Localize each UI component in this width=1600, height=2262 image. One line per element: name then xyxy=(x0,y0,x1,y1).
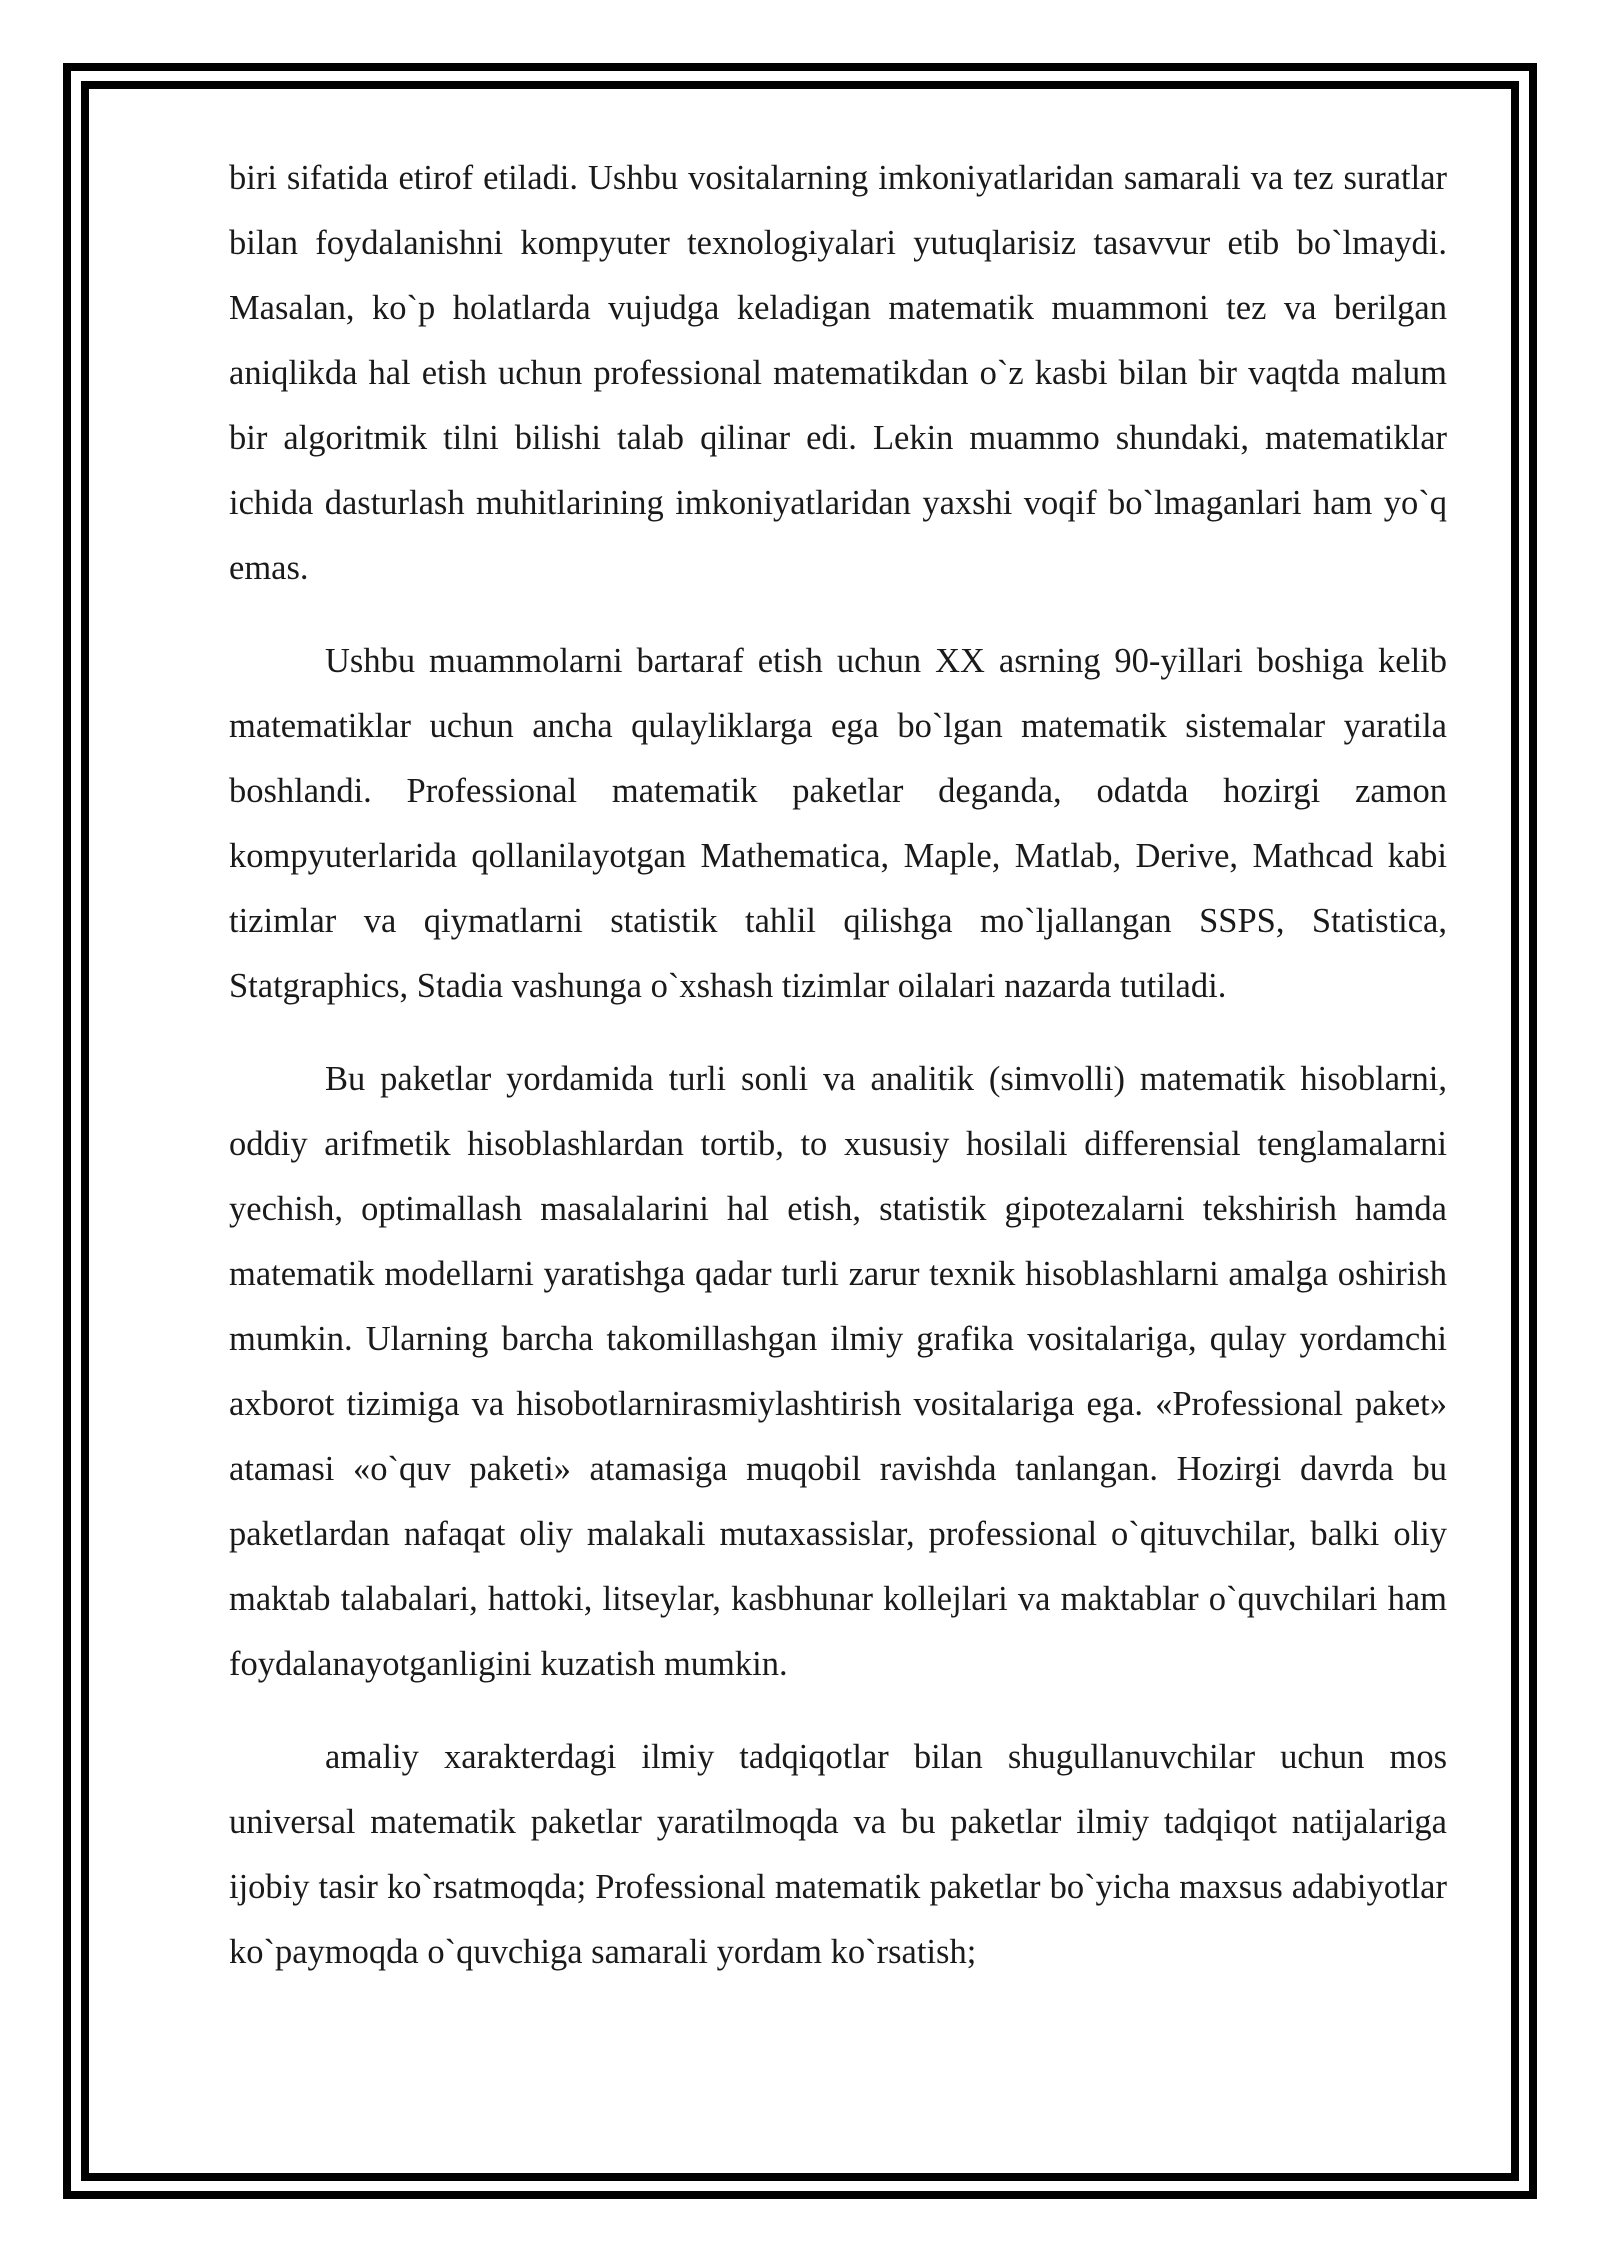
paragraph-3: Bu paketlar yordamida turli sonli va analitik (simvolli) matematik hisoblarni, oddiy arifmetik hisoblashlardan tortib, to xususiy hosilali differensial tenglamalarni yechish, optimallash masalalarini hal etish, statistik gipotezalarni tekshirish hamda matematik modellarni yaratishga qadar turli zarur texnik hisoblashlarni amalga oshirish mumkin. Ularning barcha takomillashgan ilmiy grafika vositalariga, qulay yordamchi axborot tizimiga va hisobotlarnirasmiylashtirish vositalariga ega. «Professional paket» atamasi «o`quv paketi» atamasiga muqobil ravishda tanlangan. Hozirgi davrda bu paketlardan nafaqat oliy malakali mutaxassislar, professional o`qituvchilar, balki oliy maktab talabalari, hattoki, litseylar, kasbhunar kollejlari va maktablar o`quvchilari ham foydalanayotganligini kuzatish mumkin. xyxy=(229,1060,1447,1683)
paragraph-1: biri sifatida etirof etiladi. Ushbu vositalarning imkoniyatlaridan samarali va tez suratlar bilan foydalanishni kompyuter texnologiyalari yutuqlarisiz tasavvur etib bo`lmaydi. Masalan, ko`p holatlarda vujudga keladigan matematik muammoni tez va berilgan aniqlikda hal etish uchun professional matematikdan o`z kasbi bilan bir vaqtda malum bir algoritmik tilni bilishi talab qilinar edi. Lekin muammo shundaki, matematiklar ichida dasturlash muhitlarining imkoniyatlaridan yaxshi voqif bo`lmaganlari ham yo`q emas. xyxy=(229,159,1447,587)
document-body xyxy=(229,146,1447,2013)
paragraph-4: amaliy xarakterdagi ilmiy tadqiqotlar bilan shugullanuvchilar uchun mos universal matematik paketlar yaratilmoqda va bu paketlar ilmiy tadqiqot natijalariga ijobiy tasir ko`rsatmoqda; Professional matematik paketlar bo`yicha maxsus adabiyotlar ko`paymoqda o`quvchiga samarali yordam ko`rsatish; xyxy=(229,1738,1447,1971)
paragraph-2: Ushbu muammolarni bartaraf etish uchun XX asrning 90-yillari boshiga kelib matematiklar uchun ancha qulayliklarga ega bo`lgan matematik sistemalar yaratila boshlandi. Professional matematik paketlar deganda, odatda hozirgi zamon kompyuterlarida qollanilayotgan Mathematica, Maple, Matlab, Derive, Mathcad kabi tizimlar va qiymatlarni statistik tahlil qilishga mo`ljallangan SSPS, Statistica, Statgraphics, Stadia vashunga o`xshash tizimlar oilalari nazarda tutiladi. xyxy=(229,642,1447,1005)
